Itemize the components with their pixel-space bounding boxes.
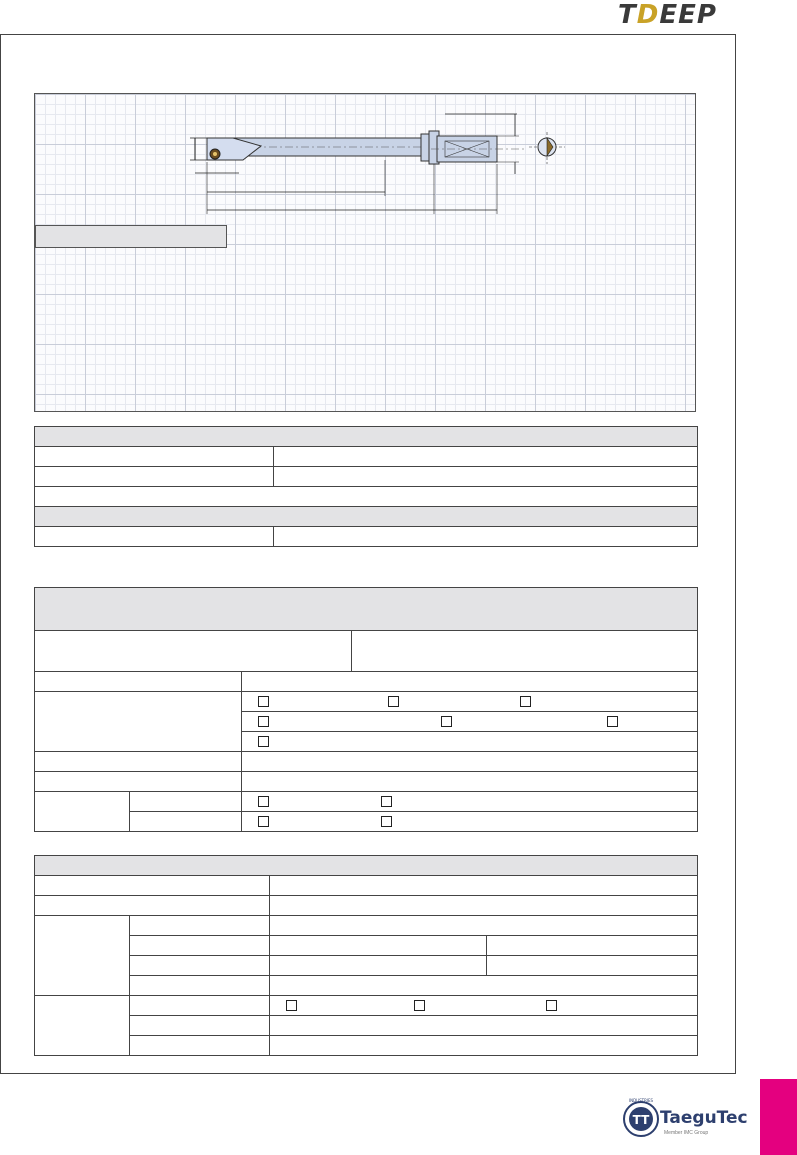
field-label (35, 672, 242, 692)
table-row (35, 692, 698, 712)
taegutec-emblem-icon (622, 1098, 660, 1140)
field-label (35, 896, 270, 916)
inquiry-table (34, 587, 698, 832)
table-row (35, 487, 698, 507)
page-tab (760, 1079, 797, 1155)
field-label (35, 876, 270, 896)
section-header (35, 507, 698, 527)
checkbox[interactable] (381, 816, 392, 827)
order-info-table (34, 855, 698, 1056)
checkbox[interactable] (520, 696, 531, 707)
table-row (35, 976, 698, 996)
end-view-symbol-icon (527, 130, 567, 170)
checkbox[interactable] (441, 716, 452, 727)
table-row (35, 876, 698, 896)
table-row (35, 527, 698, 547)
checkbox[interactable] (258, 696, 269, 707)
field-label (35, 527, 274, 547)
tool-drawing-panel (34, 93, 696, 412)
table-row (35, 772, 698, 792)
checkbox[interactable] (258, 816, 269, 827)
checkbox-row (242, 692, 698, 712)
field-value[interactable] (35, 631, 352, 672)
field-value[interactable] (270, 916, 698, 936)
field-value[interactable] (270, 936, 487, 956)
taegutec-logo (620, 1096, 750, 1142)
field-value[interactable] (270, 976, 698, 996)
table-row (35, 507, 698, 527)
checkbox[interactable] (414, 1000, 425, 1011)
logo-letter-t: T (618, 0, 637, 30)
svg-text:INDUSTRIES: INDUSTRIES (628, 1098, 654, 1103)
table-row (35, 812, 698, 832)
checkbox[interactable] (607, 716, 618, 727)
section-header (35, 427, 698, 447)
field-value[interactable] (274, 447, 698, 467)
field-value[interactable] (270, 1036, 698, 1056)
field-value[interactable] (487, 936, 698, 956)
field-label (130, 792, 242, 812)
table-row (35, 588, 698, 631)
tool-spec-table (34, 426, 698, 547)
field-label (35, 447, 274, 467)
svg-text:TT: TT (632, 1113, 650, 1127)
table-row (35, 896, 698, 916)
field-value[interactable] (270, 876, 698, 896)
checkbox[interactable] (258, 716, 269, 727)
field-value[interactable] (242, 752, 698, 772)
field-value[interactable] (242, 672, 698, 692)
checkbox[interactable] (258, 796, 269, 807)
table-row (35, 752, 698, 772)
table-row (35, 936, 698, 956)
logo-letter-d: D (636, 0, 660, 30)
table-row (35, 1016, 698, 1036)
table-row (35, 996, 698, 1016)
field-label (130, 996, 270, 1016)
field-value[interactable] (270, 956, 487, 976)
field-group-label (35, 792, 130, 832)
field-value[interactable] (487, 956, 698, 976)
checkbox[interactable] (388, 696, 399, 707)
table-row (35, 467, 698, 487)
boring-bar-drawing (35, 94, 697, 413)
field-label (130, 936, 270, 956)
checkbox-row (242, 792, 698, 812)
field-label (35, 772, 242, 792)
field-label (130, 812, 242, 832)
field-label (130, 916, 270, 936)
field-label (130, 1016, 270, 1036)
table-row (35, 672, 698, 692)
field-label (130, 1036, 270, 1056)
field-value[interactable] (270, 896, 698, 916)
field-value[interactable] (352, 631, 698, 672)
checkbox-row (242, 732, 698, 752)
company-tagline: Member IMC Group (664, 1130, 709, 1136)
logo-letters-eep: EEP (659, 0, 717, 30)
field-label (35, 752, 242, 772)
table-row (35, 916, 698, 936)
checkbox-row (270, 996, 698, 1016)
table-row (35, 427, 698, 447)
field-value[interactable] (270, 1016, 698, 1036)
section-header (35, 588, 698, 631)
field-label (130, 956, 270, 976)
checkbox-row (242, 812, 698, 832)
field-label (130, 976, 270, 996)
table-row (35, 631, 698, 672)
field-group-label (35, 916, 130, 996)
company-name: TaeguTec (660, 1108, 748, 1128)
section-header (35, 856, 698, 876)
field-group-label (35, 996, 130, 1056)
field-value[interactable] (242, 772, 698, 792)
table-row (35, 956, 698, 976)
checkbox-row (242, 712, 698, 732)
field-label (35, 692, 242, 752)
table-row (35, 792, 698, 812)
field-label (35, 467, 274, 487)
drawing-label-bar (35, 225, 227, 248)
table-row (35, 856, 698, 876)
table-row (35, 447, 698, 467)
checkbox[interactable] (546, 1000, 557, 1011)
field-value[interactable] (35, 487, 698, 507)
table-row (35, 1036, 698, 1056)
field-value[interactable] (274, 467, 698, 487)
tdeep-logo (618, 0, 717, 30)
field-value[interactable] (274, 527, 698, 547)
checkbox[interactable] (286, 1000, 297, 1011)
checkbox[interactable] (381, 796, 392, 807)
checkbox[interactable] (258, 736, 269, 747)
